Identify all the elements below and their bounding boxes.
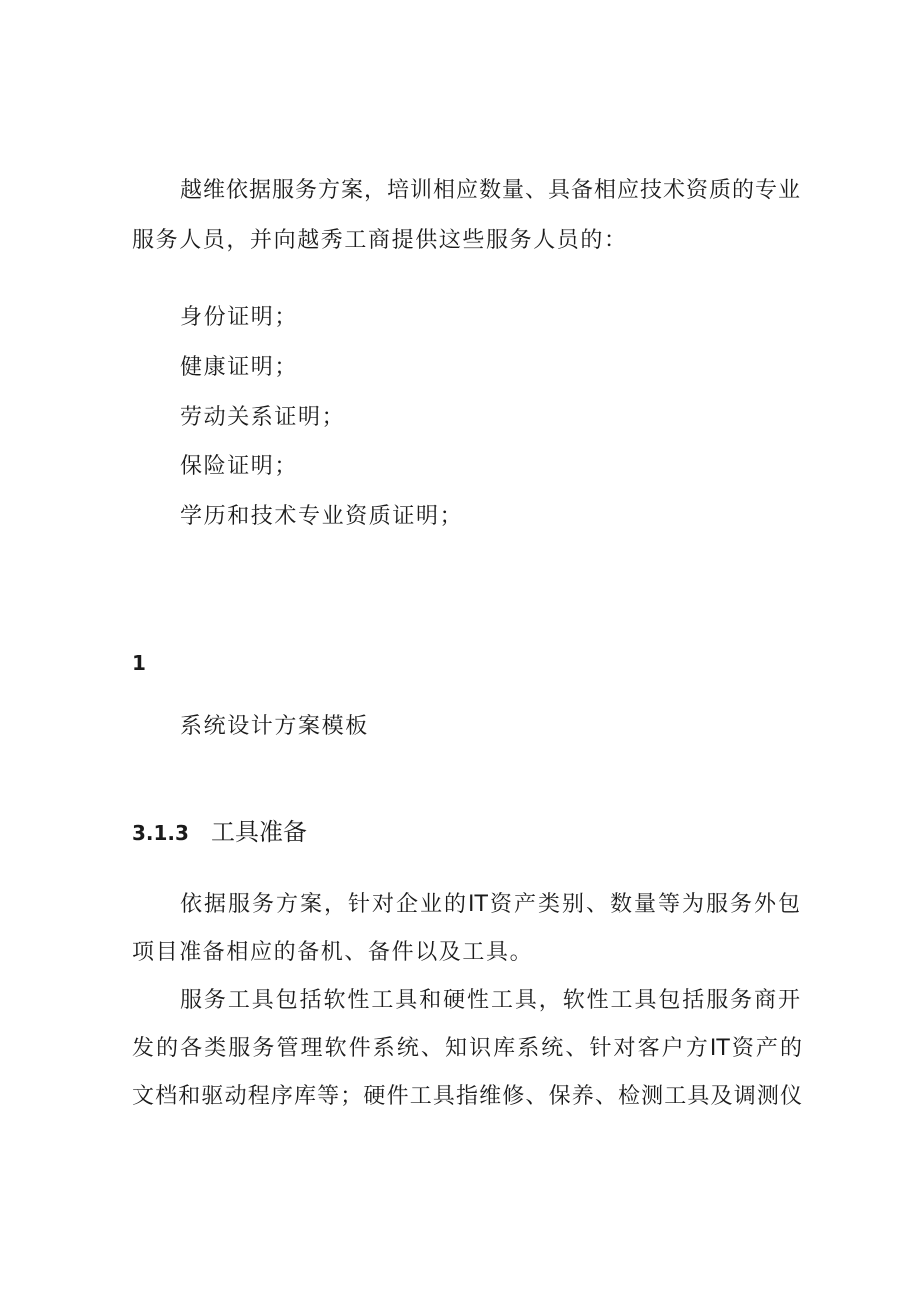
list-item-education: 学历和技术专业资质证明； <box>180 504 464 529</box>
paragraph-1-line-2: 服务人员，并向越秀工商提供这些服务人员的： <box>132 228 628 253</box>
list-item-identity: 身份证明； <box>180 305 299 330</box>
section-heading <box>132 815 307 850</box>
paragraph-3-line-1: 服务工具包括软性工具和硬性工具，软性工具包括服务商开 <box>180 988 800 1013</box>
paragraph-2-line-1: 依据服务方案，针对企业的IT资产类别、数量等为服务外包 <box>180 892 800 917</box>
list-item-health: 健康证明； <box>180 355 299 380</box>
heading-number: 1 <box>132 651 146 675</box>
section-title: 工具准备 <box>210 818 307 846</box>
paragraph-1-line-1: 越维依据服务方案，培训相应数量、具备相应技术资质的专业 <box>180 178 800 203</box>
list-item-labor: 劳动关系证明； <box>180 405 346 430</box>
section-number: 3.1.3 <box>132 821 189 845</box>
paragraph-2-line-2: 项目准备相应的备机、备件以及工具。 <box>132 940 534 965</box>
paragraph-3-line-2: 发的各类服务管理软件系统、知识库系统、针对客户方IT资产的 <box>132 1036 802 1061</box>
paragraph-3-line-3: 文档和驱动程序库等；硬件工具指维修、保养、检测工具及调测仪 <box>132 1084 802 1109</box>
template-label: 系统设计方案模板 <box>180 714 369 739</box>
list-item-insurance: 保险证明； <box>180 454 299 479</box>
